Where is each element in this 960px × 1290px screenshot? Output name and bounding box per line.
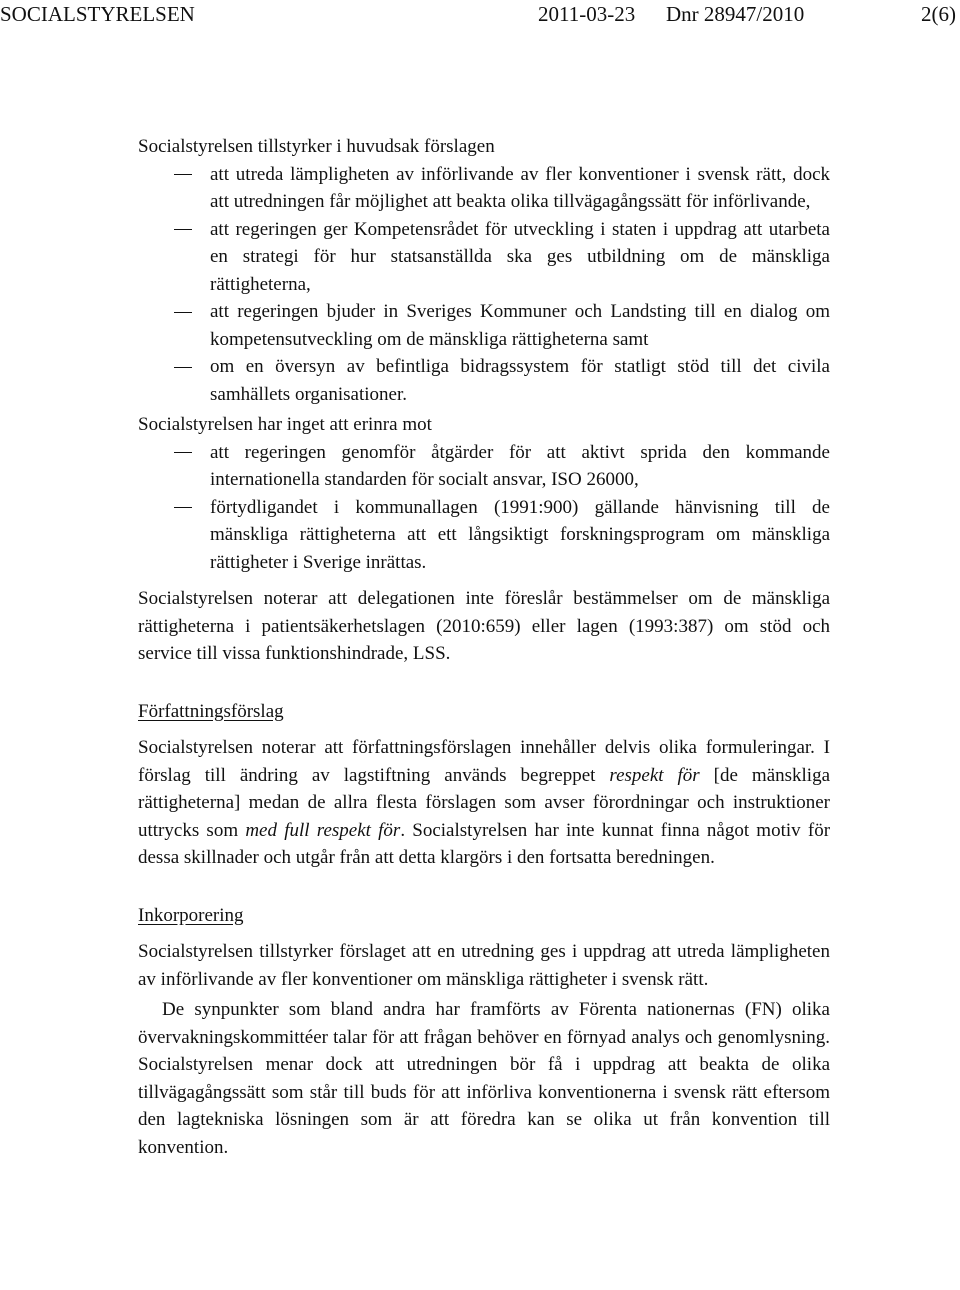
text-run: Socialstyrelsen noterar att författningsförslagen innehåller delvis olika formuleringar. I förslag till ändring av lagstiftning används begreppet [138, 737, 830, 786]
list-item: att utreda lämpligheten av införlivande av fler konventioner i svensk rätt, dock att utredningen får möjlighet att beakta olika tillvägagångssätt för införlivande, [138, 161, 830, 216]
section2-list [138, 439, 830, 577]
header-dnr: Dnr 28947/2010 [666, 2, 805, 26]
paragraph-delegation: Socialstyrelsen noterar att delegationen inte föreslår bestämmelser om de mänskliga rättigheterna i patientsäkerhetslagen (2010:659) eller lagen (1993:387) om stöd och service till vissa funktionshindrade, LSS. [138, 588, 830, 664]
text-run: . Socialstyrelsen har inte kunnat finna något motiv för dessa skillnader och utgår från att detta klargörs i den fortsatta beredningen. [138, 819, 831, 868]
list-item: att regeringen genomför åtgärder för att aktivt sprida den kommande internationella standarden för socialt ansvar, ISO 26000, [138, 439, 830, 494]
section1-intro: Socialstyrelsen tillstyrker i huvudsak förslagen [138, 136, 495, 157]
section2-intro: Socialstyrelsen har inget att erinra mot [138, 414, 432, 435]
italic-term: med full respekt för [245, 819, 401, 841]
page-header [0, 0, 960, 30]
list-item: om en översyn av befintliga bidragssystem för statligt stöd till det civila samhällets organisationer. [138, 353, 830, 408]
header-date: 2011-03-23 [538, 2, 636, 26]
header-page-number: 2(6) [921, 2, 956, 26]
heading-inkorporering: Inkorporering [138, 904, 244, 926]
italic-term: respekt för [609, 764, 700, 786]
paragraph-inkorporering-1: Socialstyrelsen tillstyrker förslaget att en utredning ges i uppdrag att utreda lämpligheten av införlivande av fler konventioner om mänskliga rättigheter i svensk rätt. [138, 941, 830, 990]
paragraph-forfattningsforslag [138, 734, 830, 872]
text-run: [de mänskliga rättigheterna] medan de allra flesta förslagen som avser förordningar och instruktioner uttrycks som [138, 764, 831, 841]
document-body [138, 133, 830, 1161]
list-item: förtydligandet i kommunallagen (1991:900) gällande hänvisning till de mänskliga rättigheterna att ett långsiktigt forskningsprogram om mänskliga rättigheter i Sverige inrättas. [138, 494, 830, 577]
list-item: att regeringen bjuder in Sveriges Kommuner och Landsting till en dialog om kompetensutveckling om de mänskliga rättigheterna samt [138, 298, 830, 353]
heading-forfattningsforslag: Författningsförslag [138, 700, 284, 722]
list-item: att regeringen ger Kompetensrådet för utveckling i staten i uppdrag att utarbeta en strategi för hur statsanställda ska ges utbildning om de mänskliga rättigheterna, [138, 216, 830, 299]
section1-list [138, 161, 830, 409]
paragraph-inkorporering-2: De synpunkter som bland andra har framförts av Förenta nationernas (FN) olika övervakningskommittéer talar för att frågan behöver en förnyad analys och genomlysning. Socialstyrelsen menar dock att utredningen bör få i uppdrag att beakta de olika tillvägagångssätt som står till buds för att införliva konventionerna i svensk rätt eftersom den lagtekniska lösningen som är att föredra kan se olika ut från konvention till konvention. [138, 999, 830, 1158]
header-organization: SOCIALSTYRELSEN [0, 2, 195, 26]
